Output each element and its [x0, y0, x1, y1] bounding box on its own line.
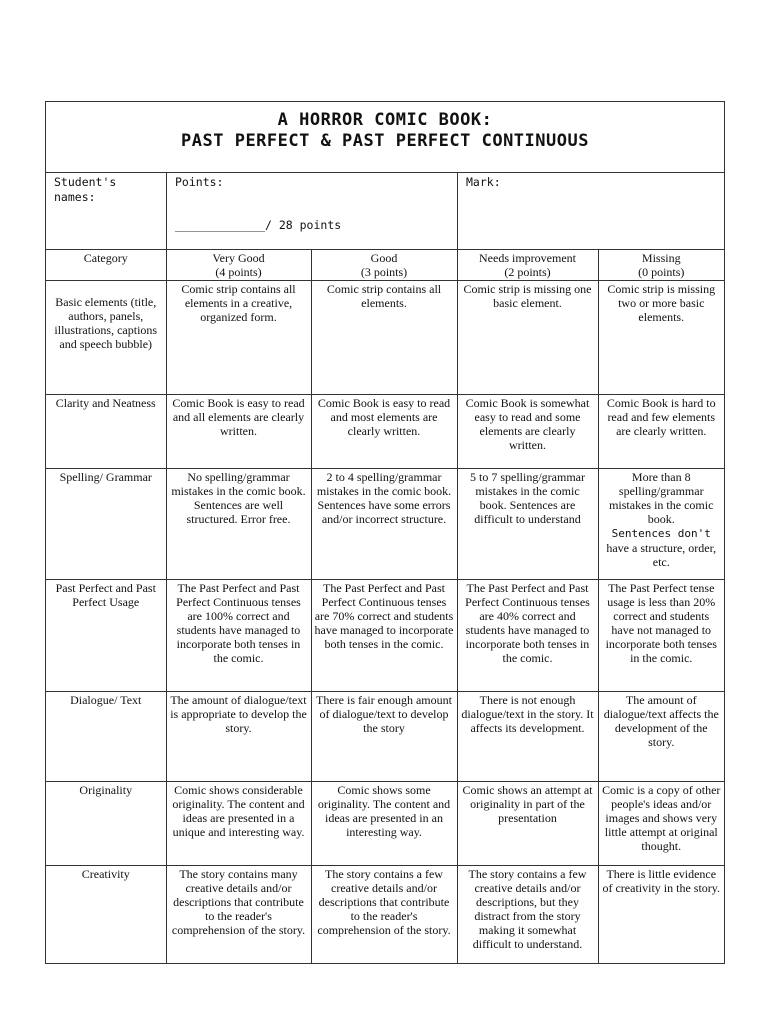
needs-improvement-cell: Comic Book is somewhat easy to read and some elements are clearly written.	[457, 395, 598, 469]
good-cell: 2 to 4 spelling/grammar mistakes in the comic book. Sentences have some errors and/or incorrect structure.	[311, 469, 457, 580]
good-cell: There is fair enough amount of dialogue/text to develop the story	[311, 692, 457, 782]
very-good-cell: No spelling/grammar mistakes in the comic book. Sentences are well structured. Error free.	[166, 469, 311, 580]
very-good-cell: The story contains many creative details and/or descriptions that contribute to the reader's comprehension of the story.	[166, 866, 311, 963]
students-names-label: Student's names:	[54, 175, 117, 204]
missing-cell: There is little evidence of creativity in the story.	[598, 866, 724, 963]
info-row	[46, 173, 724, 250]
header-category: Category	[46, 250, 166, 281]
header-missing: Missing (0 points)	[598, 250, 724, 281]
needs-improvement-cell: Comic strip is missing one basic element.	[457, 281, 598, 395]
very-good-cell: Comic strip contains all elements in a creative, organized form.	[166, 281, 311, 395]
category-cell: Originality	[46, 782, 166, 866]
very-good-cell: The amount of dialogue/text is appropriate to develop the story.	[166, 692, 311, 782]
header-good: Good (3 points)	[311, 250, 457, 281]
category-cell: Basic elements (title, authors, panels, illustrations, captions and speech bubble)	[46, 281, 166, 395]
title-block	[46, 102, 724, 173]
points-total: _____________/ 28 points	[175, 218, 342, 232]
rubric-sheet	[45, 101, 725, 964]
title-line-2: PAST PERFECT & PAST PERFECT CONTINUOUS	[181, 131, 589, 151]
very-good-cell: The Past Perfect and Past Perfect Continuous tenses are 100% correct and students have managed to incorporate both tenses in the comic.	[166, 580, 311, 692]
needs-improvement-cell: The Past Perfect and Past Perfect Continuous tenses are 40% correct and students have managed to incorporate both tenses in the comic.	[457, 580, 598, 692]
needs-improvement-cell: There is not enough dialogue/text in the story. It affects its development.	[457, 692, 598, 782]
good-cell: The Past Perfect and Past Perfect Continuous tenses are 70% correct and students have managed to incorporate both tenses in the comic.	[311, 580, 457, 692]
row-dialogue	[46, 692, 724, 782]
row-creativity	[46, 866, 724, 963]
missing-cell: The Past Perfect tense usage is less than 20% correct and students have not managed to incorporate both tenses in the comic.	[598, 580, 724, 692]
missing-cell: The amount of dialogue/text affects the development of the story.	[598, 692, 724, 782]
missing-cell: Comic is a copy of other people's ideas and/or images and shows very little attempt at original thought.	[598, 782, 724, 866]
good-cell: The story contains a few creative details and/or descriptions that contribute to the reader's comprehension of the story.	[311, 866, 457, 963]
mark-cell	[457, 173, 724, 249]
missing-cell: Comic Book is hard to read and few elements are clearly written.	[598, 395, 724, 469]
very-good-cell: Comic shows considerable originality. The content and ideas are presented in a unique and interesting way.	[166, 782, 311, 866]
category-cell: Clarity and Neatness	[46, 395, 166, 469]
points-cell	[166, 173, 457, 249]
header-very-good: Very Good (4 points)	[166, 250, 311, 281]
needs-improvement-cell: Comic shows an attempt at originality in part of the presentation	[457, 782, 598, 866]
good-cell: Comic shows some originality. The content and ideas are presented in an interesting way.	[311, 782, 457, 866]
needs-improvement-cell: 5 to 7 spelling/grammar mistakes in the comic book. Sentences are difficult to understand	[457, 469, 598, 580]
needs-improvement-cell: The story contains a few creative details and/or descriptions, but they distract from the story making it somewhat difficult to understand.	[457, 866, 598, 963]
category-cell: Past Perfect and Past Perfect Usage	[46, 580, 166, 692]
header-row	[46, 250, 724, 281]
missing-cell: More than 8 spelling/grammar mistakes in the comic book. Sentences don't have a structure, order, etc.	[598, 469, 724, 580]
row-spelling	[46, 469, 724, 580]
good-cell: Comic strip contains all elements.	[311, 281, 457, 395]
students-names-cell	[46, 173, 166, 249]
row-tense-usage	[46, 580, 724, 692]
very-good-cell: Comic Book is easy to read and all elements are clearly written.	[166, 395, 311, 469]
mark-label: Mark:	[466, 175, 501, 189]
points-label: Points:	[175, 175, 224, 189]
row-clarity	[46, 395, 724, 469]
missing-cell: Comic strip is missing two or more basic elements.	[598, 281, 724, 395]
title-line-1: A HORROR COMIC BOOK:	[277, 110, 493, 130]
category-cell: Dialogue/ Text	[46, 692, 166, 782]
rubric-table	[46, 250, 724, 963]
header-needs-improvement: Needs improvement (2 points)	[457, 250, 598, 281]
good-cell: Comic Book is easy to read and most elements are clearly written.	[311, 395, 457, 469]
category-cell: Spelling/ Grammar	[46, 469, 166, 580]
row-basic-elements	[46, 281, 724, 395]
row-originality	[46, 782, 724, 866]
category-cell: Creativity	[46, 866, 166, 963]
